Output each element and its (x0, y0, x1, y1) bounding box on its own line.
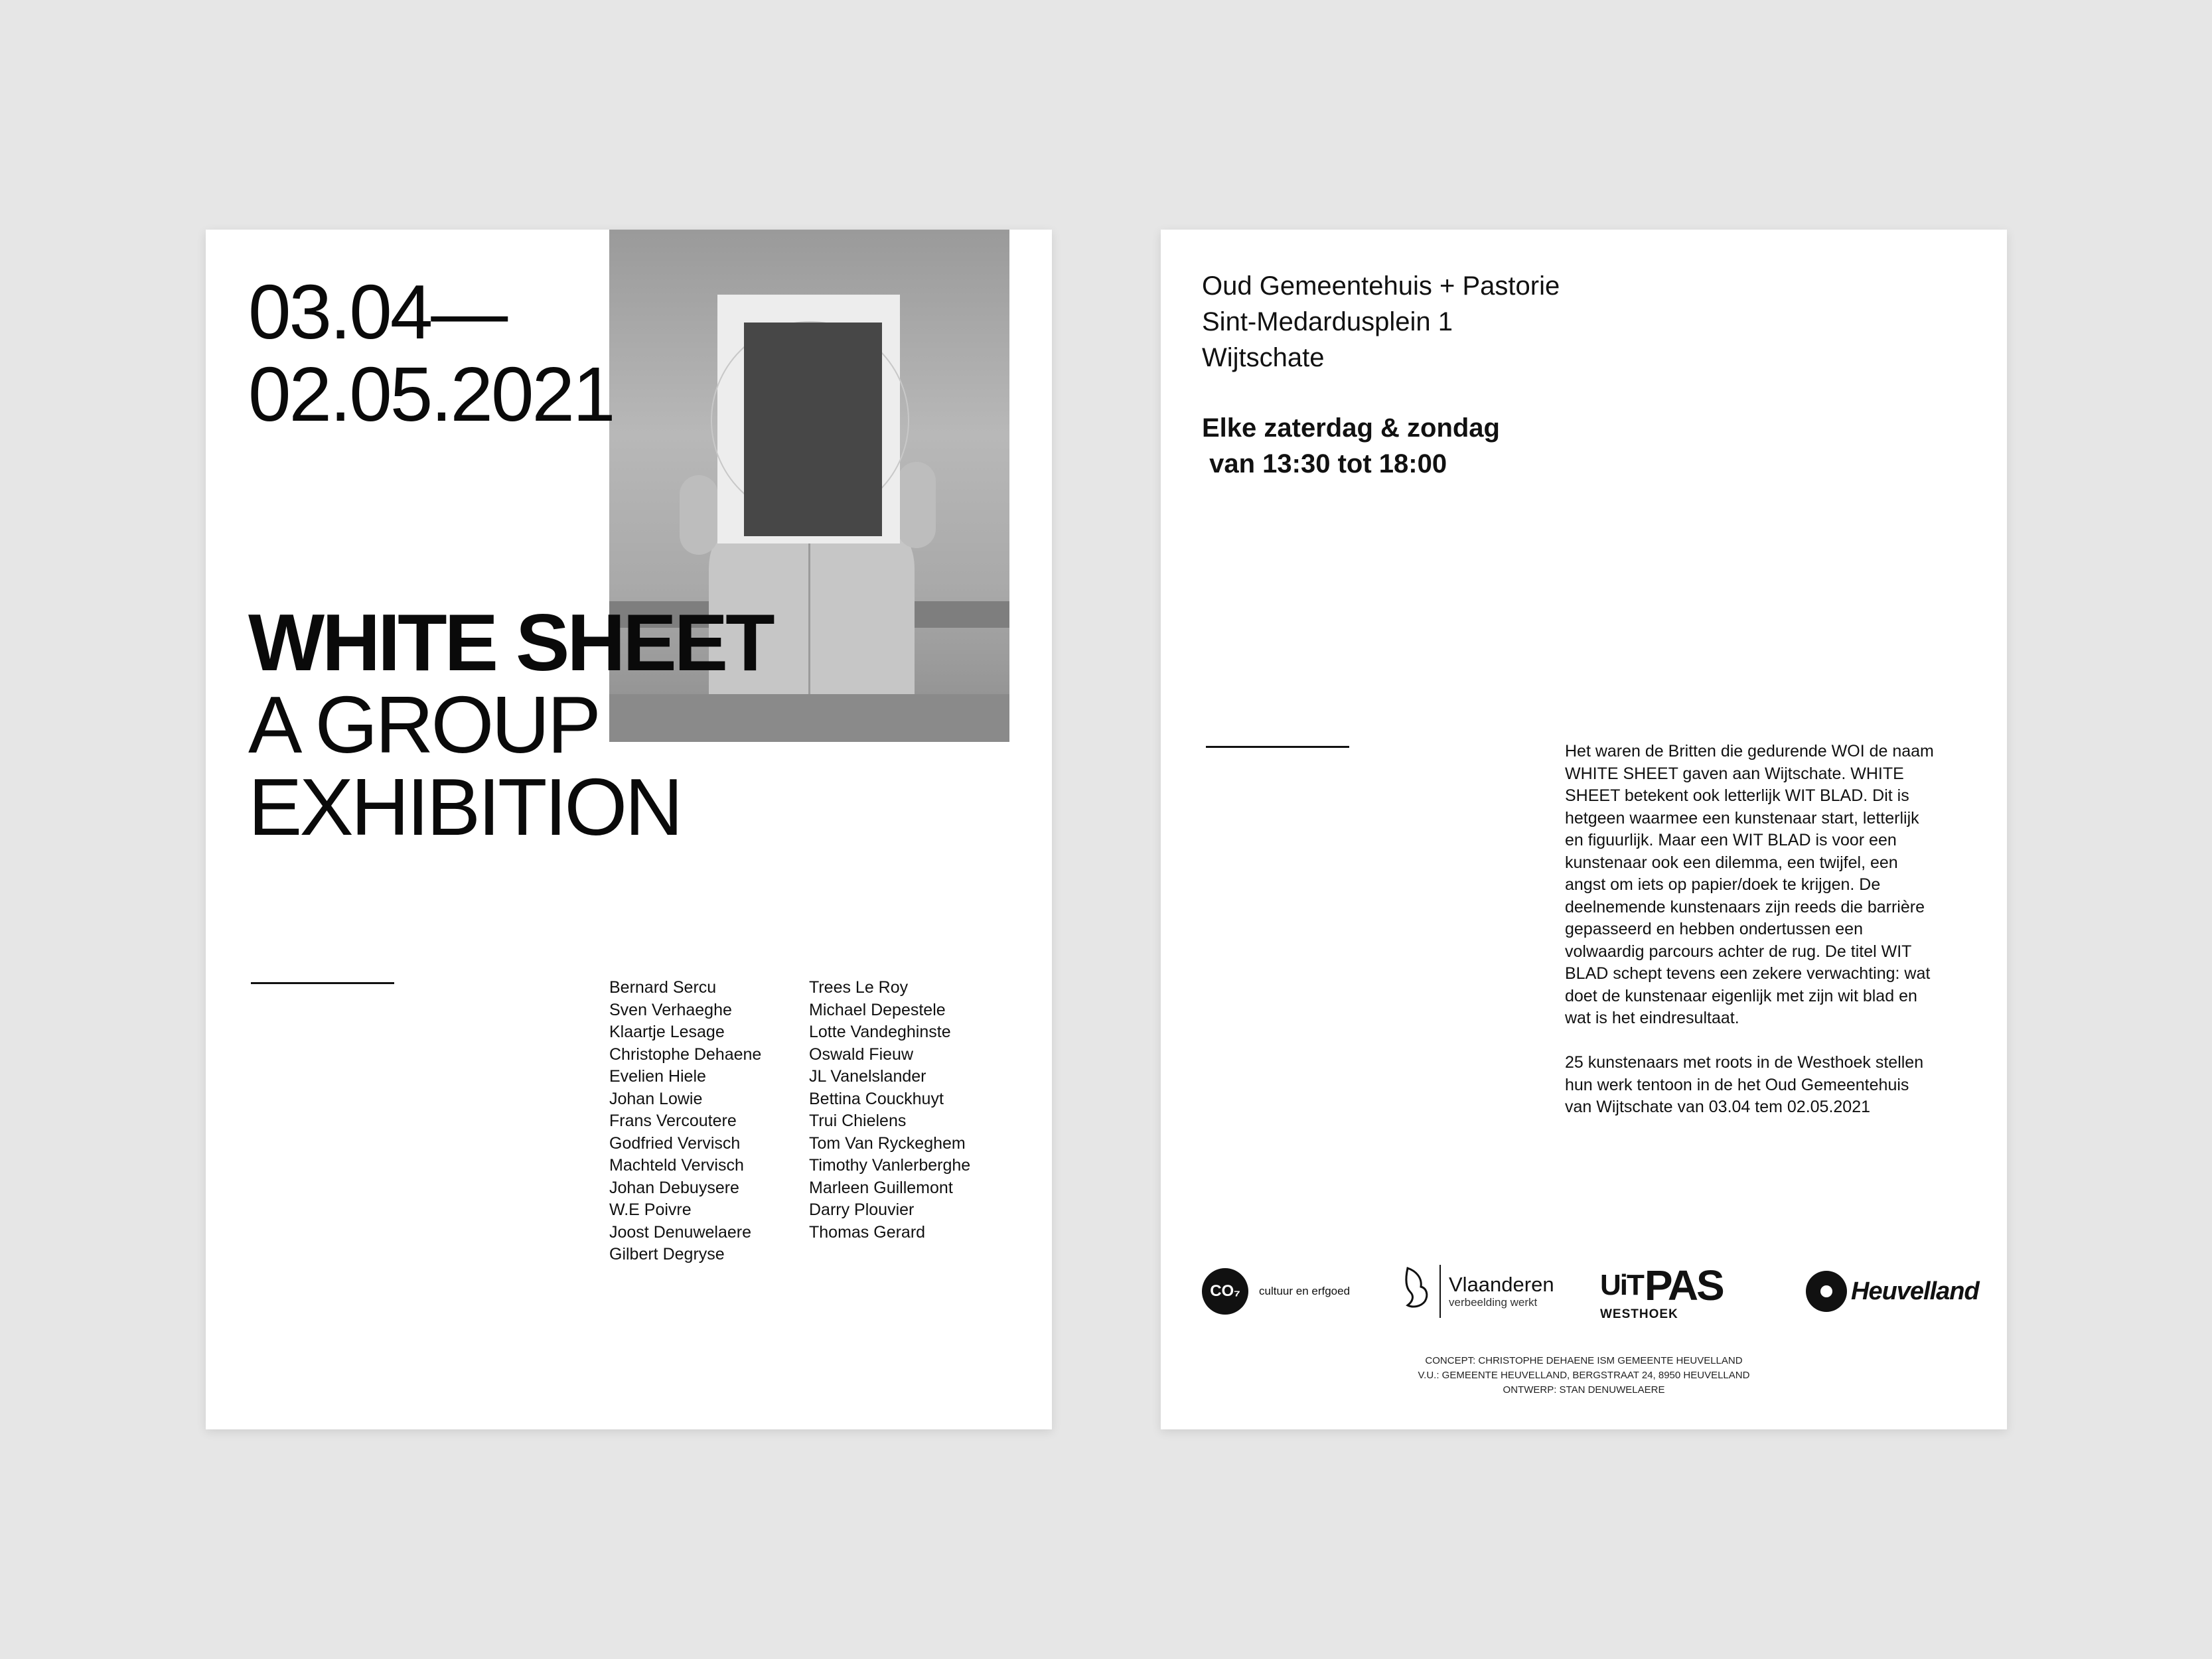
westhoek-text: WESTHOEK (1600, 1307, 1678, 1321)
vlaanderen-tag: verbeelding werkt (1449, 1296, 1538, 1309)
artist-name: Bettina Couckhuyt (809, 1089, 944, 1108)
heuvelland-logo (1806, 1258, 1979, 1325)
title-line-2: A GROUP (248, 680, 599, 770)
artist-name: Trui Chielens (809, 1112, 907, 1130)
back-poster (1161, 230, 2007, 1429)
artist-name: Machteld Vervisch (609, 1156, 744, 1175)
artist-name: Thomas Gerard (809, 1222, 926, 1242)
credit-line: V.U.: GEMEENTE HEUVELLAND, BERGSTRAAT 24, 8950 HEUVELLAND (1418, 1370, 1750, 1381)
exhibition-dates (248, 271, 614, 435)
date-end: 02.05.2021 (248, 351, 614, 437)
artist-name: Evelien Hiele (609, 1067, 706, 1086)
artist-list-col2 (809, 977, 970, 1244)
co7-badge: CO₇ (1202, 1268, 1248, 1315)
uit-text: UiT (1600, 1269, 1643, 1301)
venue-street: Sint-Medardusplein 1 (1202, 307, 1453, 336)
opening-hours (1202, 410, 1500, 482)
exhibition-title (248, 597, 773, 852)
held-white-sheet (717, 295, 900, 543)
artist-name: Bernard Sercu (609, 978, 717, 997)
artist-name: Michael Depestele (809, 1000, 946, 1019)
uitpas-logo (1600, 1258, 1723, 1325)
description (1565, 741, 1937, 1141)
artist-name: Darry Plouvier (809, 1200, 915, 1219)
title-line-1: WHITE SHEET (248, 597, 773, 687)
artist-name: Lotte Vandeghinste (809, 1023, 951, 1041)
front-poster (206, 230, 1052, 1429)
artist-name: Trees Le Roy (809, 978, 909, 997)
venue-town: Wijtschate (1202, 343, 1325, 372)
opening-days: Elke zaterdag & zondag (1202, 413, 1500, 443)
vlaanderen-logo (1402, 1258, 1554, 1325)
artist-name: Tom Van Ryckeghem (809, 1133, 966, 1153)
heuvelland-sun-icon (1806, 1271, 1847, 1312)
sponsor-logos (1202, 1258, 1979, 1325)
divider-rule (251, 982, 394, 984)
vlaanderen-name: Vlaanderen (1449, 1273, 1554, 1296)
opening-times: van 13:30 tot 18:00 (1202, 449, 1447, 478)
date-start: 03.04— (248, 269, 506, 355)
venue-address (1202, 268, 1560, 376)
artist-name: Klaartje Lesage (609, 1023, 725, 1041)
heuvelland-name: Heuvelland (1851, 1277, 1979, 1305)
artist-name: Christophe Dehaene (609, 1045, 762, 1064)
co7-logo (1202, 1258, 1350, 1325)
title-line-3: EXHIBITION (248, 762, 681, 852)
artist-name: Timothy Vanlerberghe (809, 1156, 971, 1175)
artist-list-col1 (609, 977, 761, 1266)
artist-name: Oswald Fieuw (809, 1045, 913, 1064)
artist-name: W.E Poivre (609, 1200, 692, 1219)
lion-icon (1402, 1264, 1432, 1319)
description-paragraph: Het waren de Britten die gedurende WOI de naam WHITE SHEET gaven aan Wijtschate. WHITE SHEET betekent ook letterlijk WIT BLAD. Dit is hetgeen waarmee een kunstenaar start, letterlijk en figuurlijk. Maar een WIT BLAD is voor een kunstenaar ook een dilemma, een twijfel, een angst om iets op papier/doek te krijgen. De deelnemende kunstenaars zijn reeds die barrière gepasseerd en hebben ondertussen een volwaardig parcours achter de rug. De titel WIT BLAD schept tevens een zekere verwachting: wat doet de kunstenaar eigenlijk met zijn wit blad en wat is het eindresultaat. (1565, 742, 1934, 1027)
colophon (1161, 1354, 2007, 1398)
pas-text: PAS (1644, 1262, 1723, 1309)
artist-name: Johan Lowie (609, 1089, 703, 1108)
artist-name: Frans Vercoutere (609, 1112, 737, 1130)
artist-name: Johan Debuysere (609, 1178, 739, 1197)
artist-name: Sven Verhaeghe (609, 1000, 732, 1019)
description-paragraph: 25 kunstenaars met roots in de Westhoek stellen hun werk tentoon in de het Oud Gemeentehuis van Wijtschate van 03.04 tem 02.05.2021 (1565, 1053, 1924, 1116)
artist-name: Joost Denuwelaere (609, 1222, 752, 1242)
artist-name: JL Vanelslander (809, 1067, 926, 1086)
artist-name: Marleen Guillemont (809, 1178, 953, 1197)
credit-line: ONTWERP: STAN DENUWELAERE (1503, 1384, 1665, 1396)
venue-name: Oud Gemeentehuis + Pastorie (1202, 271, 1560, 301)
credit-line: CONCEPT: CHRISTOPHE DEHAENE ISM GEMEENTE HEUVELLAND (1425, 1355, 1743, 1366)
co7-text: cultuur en erfgoed (1259, 1285, 1351, 1297)
divider-rule (1206, 746, 1349, 748)
artist-name: Godfried Vervisch (609, 1133, 741, 1153)
artist-name: Gilbert Degryse (609, 1245, 725, 1263)
